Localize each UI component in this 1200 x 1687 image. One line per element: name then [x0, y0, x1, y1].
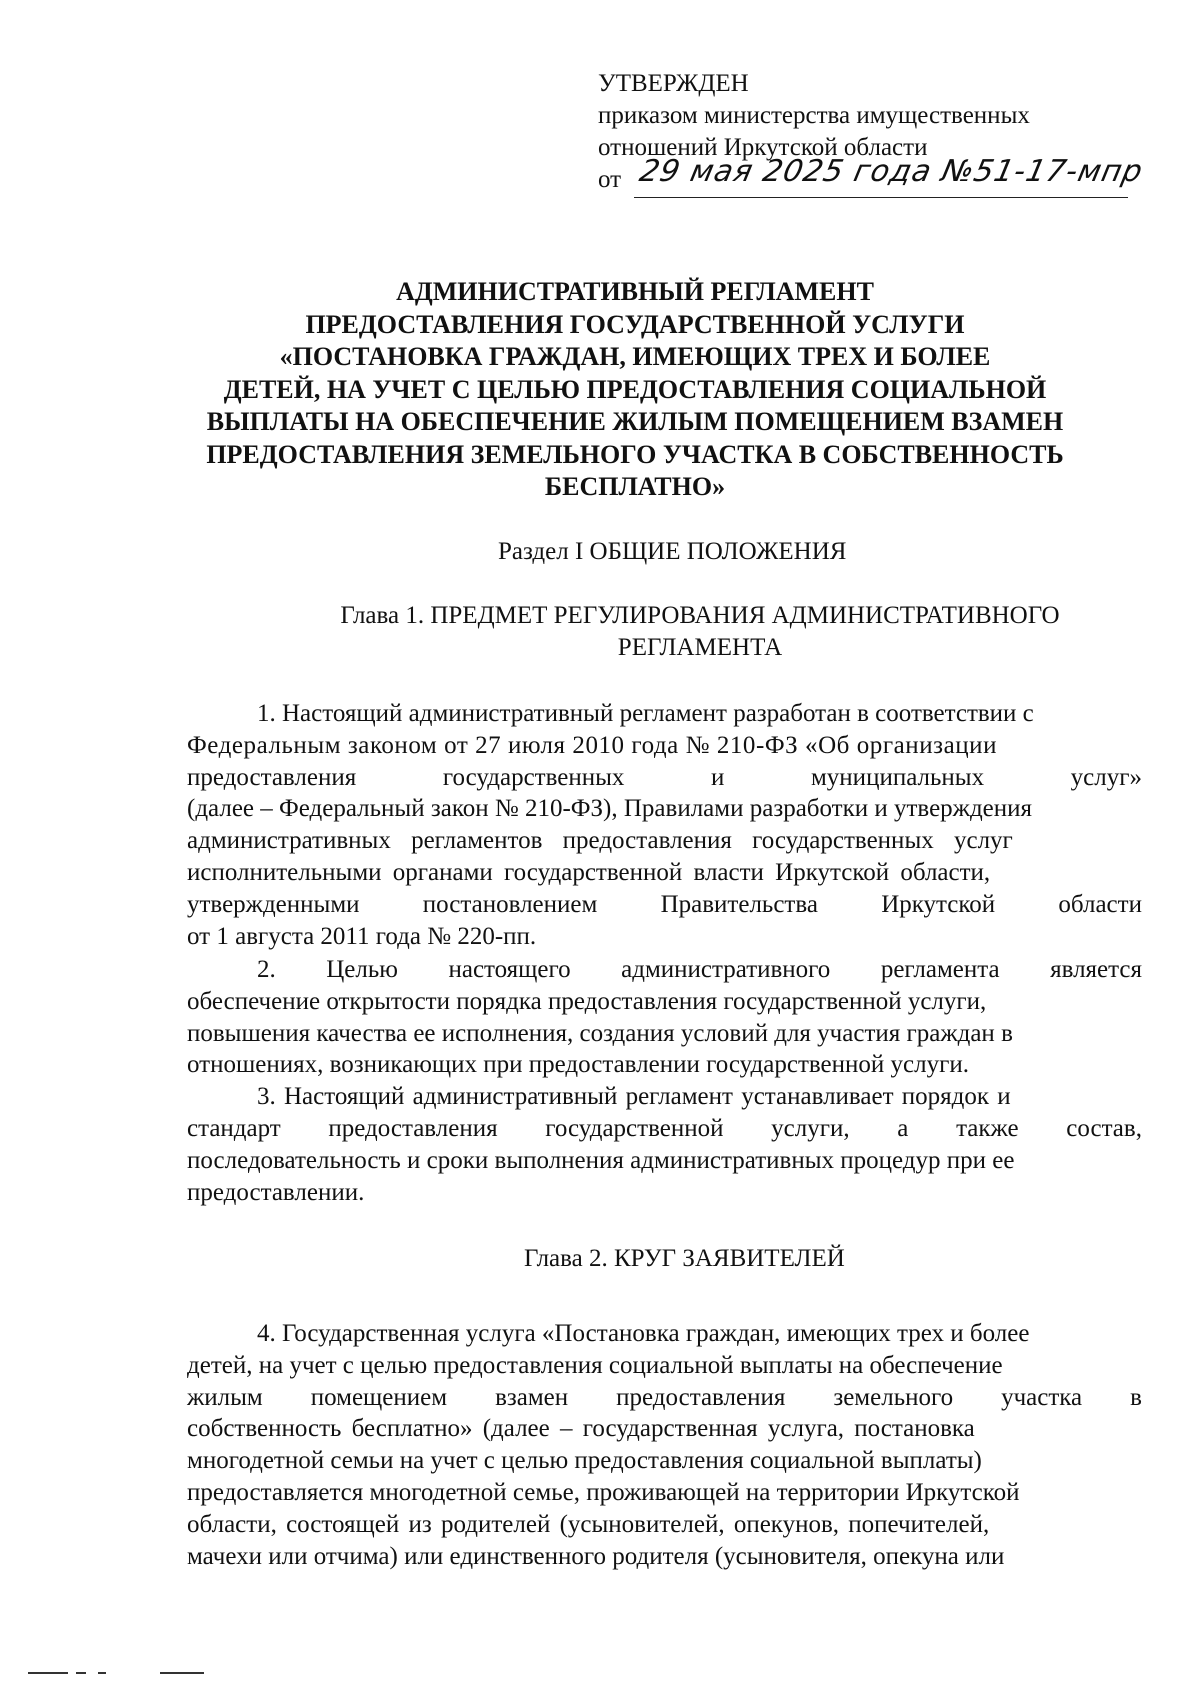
text-line: отношениях, возникающих при предоставлении государственной услуги.: [187, 1051, 969, 1079]
title-line: ПРЕДОСТАВЛЕНИЯ ГОСУДАРСТВЕННОЙ УСЛУГИ: [305, 309, 965, 339]
word: Иркутской: [881, 890, 996, 918]
text-line: мачехи или отчима) или единственного родителя (усыновителя, опекуна или: [187, 1542, 1005, 1570]
text-line: административных регламентов предоставления государственных услуг: [187, 827, 1013, 855]
word: предоставления: [328, 1114, 498, 1142]
text-line: 4. Государственная услуга «Постановка граждан, имеющих трех и более: [257, 1320, 1030, 1347]
text-line: [187, 762, 1142, 794]
text-span: 1. Настоящий административный регламент разработан в соответствии с: [257, 700, 1034, 727]
approval-date-prefix: от: [598, 166, 622, 193]
word: также: [956, 1114, 1019, 1142]
text-line: собственность бесплатно» (далее – государственная услуга, постановка: [187, 1415, 975, 1443]
word: помещением: [310, 1383, 448, 1411]
text-line: обеспечение открытости порядка предоставления государственной услуги,: [187, 987, 987, 1015]
word: государственной: [545, 1114, 724, 1142]
chapter-1-line-2: РЕГЛАМЕНТА: [617, 634, 783, 661]
title-line: БЕСПЛАТНО»: [544, 472, 726, 501]
approval-by-line-2: отношений Иркутской области: [598, 134, 928, 161]
text-line: последовательность и сроки выполнения административных процедур при ее: [187, 1146, 1015, 1174]
word: постановлением: [422, 890, 598, 918]
chapter-1-line-1: Глава 1. ПРЕДМЕТ РЕГУЛИРОВАНИЯ АДМИНИСТРАТИВНОГО: [340, 602, 1060, 629]
text-line: [187, 698, 1142, 730]
word: состав,: [1066, 1114, 1142, 1142]
handwritten-order-number: 29 мая 2025 года №51-17-мпр: [636, 154, 1147, 189]
title-line: ПРЕДОСТАВЛЕНИЯ ЗЕМЕЛЬНОГО УЧАСТКА В СОБСТВЕННОСТЬ: [206, 439, 1064, 469]
word: участка: [1001, 1383, 1083, 1411]
title-line: «ПОСТАНОВКА ГРАЖДАН, ИМЕЮЩИХ ТРЕХ И БОЛЕЕ: [279, 342, 991, 371]
chapter-1-heading: [280, 600, 1120, 664]
word: административного: [621, 956, 831, 983]
scan-artifact: [28, 1672, 208, 1678]
word: услуги,: [771, 1114, 850, 1142]
text-line: многодетной семьи на учет с целью предоставления социальной выплаты): [187, 1447, 982, 1475]
word: жилым: [187, 1383, 263, 1411]
text-line: [187, 889, 1142, 921]
word: в: [1130, 1383, 1142, 1411]
text-line: предоставлении.: [187, 1178, 365, 1206]
section-heading: Раздел I ОБЩИЕ ПОЛОЖЕНИЯ: [498, 538, 847, 565]
text-line: детей, на учет с целью предоставления социальной выплаты на обеспечение: [187, 1351, 1003, 1379]
paragraph-1: [187, 698, 1142, 952]
text-line: [187, 954, 1142, 986]
text-line: [187, 1113, 1142, 1145]
approval-stamp: УТВЕРЖДЕН: [598, 70, 749, 97]
word: Правительства: [660, 890, 818, 918]
word: земельного: [833, 1383, 954, 1411]
order-underline: [634, 197, 1128, 198]
word: Целью: [326, 956, 398, 983]
text-line: [187, 1382, 1142, 1414]
text-line: 3. Настоящий административный регламент устанавливает порядок и: [257, 1083, 1011, 1111]
text-line: (далее – Федеральный закон № 210-ФЗ), Правилами разработки и утверждения: [187, 795, 1033, 823]
title-line: ДЕТЕЙ, НА УЧЕТ С ЦЕЛЬЮ ПРЕДОСТАВЛЕНИЯ СОЦИАЛЬНОЙ: [223, 374, 1047, 404]
chapter-2-heading: Глава 2. КРУГ ЗАЯВИТЕЛЕЙ: [524, 1245, 845, 1272]
word: услуг»: [1070, 763, 1142, 791]
paragraph-4: [187, 1318, 1142, 1572]
approval-block: [598, 68, 1158, 204]
paragraph-2: [187, 954, 1142, 1208]
word: взамен: [495, 1383, 569, 1411]
text-line: исполнительными органами государственной власти Иркутской области,: [187, 858, 991, 886]
text-line: предоставляется многодетной семье, проживающей на территории Иркутской: [187, 1478, 1020, 1506]
approval-by-line-1: приказом министерства имущественных: [598, 102, 1030, 129]
word: настоящего: [448, 956, 571, 983]
word: утвержденными: [187, 890, 360, 918]
word: стандарт: [187, 1114, 281, 1142]
text-line: области, состоящей из родителей (усыновителей, опекунов, попечителей,: [187, 1510, 990, 1538]
title-line: ВЫПЛАТЫ НА ОБЕСПЕЧЕНИЕ ЖИЛЫМ ПОМЕЩЕНИЕМ ВЗАМЕН: [206, 407, 1064, 436]
word: регламента: [880, 956, 1000, 983]
title-line: АДМИНИСТРАТИВНЫЙ РЕГЛАМЕНТ: [396, 277, 874, 306]
word: и: [711, 763, 725, 791]
word: а: [897, 1114, 909, 1142]
text-line: повышения качества ее исполнения, создания условий для участия граждан в: [187, 1019, 1013, 1047]
word: предоставления: [616, 1383, 786, 1411]
text-line: от 1 августа 2011 года № 220-пп.: [187, 922, 537, 950]
word: 2.: [257, 956, 276, 983]
text-line: Федеральным законом от 27 июля 2010 года № 210-ФЗ «Об организации: [187, 731, 998, 759]
approval-order-line: [598, 154, 1158, 204]
word: муниципальных: [810, 763, 985, 791]
document-title: [150, 276, 1120, 504]
word: предоставления: [187, 763, 357, 791]
word: является: [1050, 956, 1142, 983]
word: области: [1058, 890, 1142, 918]
word: государственных: [442, 763, 625, 791]
